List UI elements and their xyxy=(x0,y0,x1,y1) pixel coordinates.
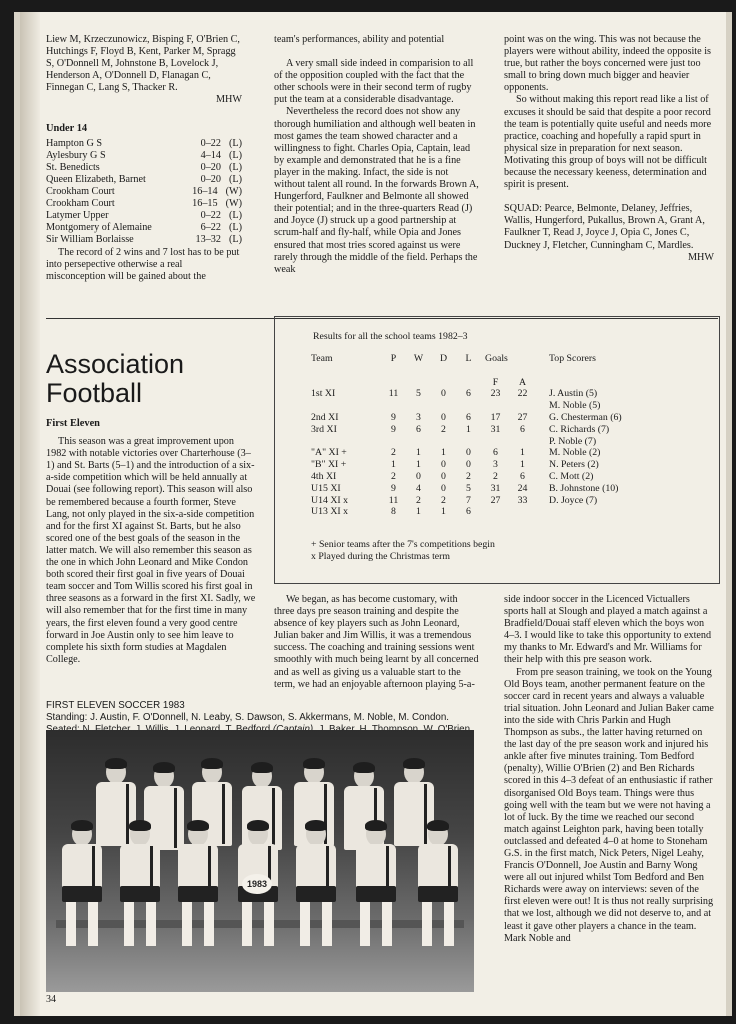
results-table xyxy=(311,353,622,518)
fixture-score: 13–32 (L) xyxy=(195,234,242,246)
cell-scorers: B. Johnstone (10) xyxy=(549,482,619,494)
header-d: D xyxy=(439,353,448,364)
cell-l: 0 xyxy=(466,447,471,459)
cell-f: 17 xyxy=(490,411,501,423)
fixture-row xyxy=(46,186,242,198)
cell-f: 31 xyxy=(490,482,501,494)
caption-title: FIRST ELEVEN SOCCER 1983 xyxy=(46,700,185,711)
cell-scorers: C. Richards (7) xyxy=(549,423,610,435)
note-senior: + Senior teams after the 7's competitions begin xyxy=(311,539,495,550)
header-w: W xyxy=(413,353,424,364)
cell-team: "B" XI + xyxy=(311,459,347,471)
fixture-row xyxy=(46,210,242,222)
cell-scorers: C. Mott (2) xyxy=(549,470,594,482)
cell-l: 5 xyxy=(466,482,471,494)
cell-l: 1 xyxy=(466,423,471,435)
cell-a xyxy=(510,436,535,448)
cell-d: 2 xyxy=(441,423,446,435)
cell-scorers: G. Chesterman (6) xyxy=(549,411,622,423)
header-against: A xyxy=(518,376,527,388)
cell-scorers: N. Peters (2) xyxy=(549,459,599,471)
page-spine xyxy=(20,12,40,1016)
cell-d: 0 xyxy=(441,411,446,423)
cell-p: 11 xyxy=(388,494,399,506)
cell-l: 6 xyxy=(466,411,471,423)
results-row xyxy=(311,447,622,459)
cell-f: 6 xyxy=(493,447,498,459)
cell-p: 9 xyxy=(391,411,396,423)
cell-p: 9 xyxy=(391,423,396,435)
cell-w: 4 xyxy=(416,482,421,494)
results-row xyxy=(311,424,622,436)
fixture-score: 0–22 (L) xyxy=(200,137,242,149)
header-scorers: Top Scorers xyxy=(549,353,596,364)
cell-d xyxy=(431,436,456,448)
results-subheader-row xyxy=(311,377,622,389)
squad-list: SQUAD: Pearce, Belmonte, Delaney, Jeffries, Wallis, Hungerford, Pukallus, Brown A, Grant A, Faulkner T, Read J, Joyce J, Opia C, Jones C, Duckney J, Fletcher, Cunningham C, Mardles. xyxy=(504,203,705,251)
cell-team: "A" XI + xyxy=(311,447,347,459)
fixture-row xyxy=(46,174,242,186)
cell-scorers xyxy=(535,506,622,518)
cell-team xyxy=(311,400,381,412)
cell-f xyxy=(481,506,510,518)
fixture-row xyxy=(46,150,242,162)
cell-a xyxy=(510,400,535,412)
cell-team: U14 XI x xyxy=(311,494,349,506)
cell-d: 2 xyxy=(441,494,446,506)
indoor-soccer-text: side indoor soccer in the Licenced Victuallers sports hall at Slough and played a match against a Bradfield/Douai staff eleven which the boys won 4–3. I would like to take this opportunity to extend my thanks to Mr. Edward's and Mr. Williams for their help with this pre season work. xyxy=(504,594,712,666)
results-spacer-row xyxy=(311,365,622,377)
results-table-box xyxy=(274,316,720,584)
fixture-score: 6–22 (L) xyxy=(200,222,242,234)
header-l: L xyxy=(465,353,472,364)
fixture-team: Sir William Borlaisse xyxy=(46,234,134,246)
section-title-line2: Football xyxy=(46,378,143,408)
cell-w xyxy=(406,400,431,412)
cell-a: 6 xyxy=(520,423,525,435)
cell-d: 0 xyxy=(441,482,446,494)
cell-w: 2 xyxy=(416,494,421,506)
cell-p: 9 xyxy=(391,482,396,494)
first-eleven-text: This season was a great improvement upon 1982 with notable victories over Charterhouse (3–1) and St. Barts (5–1) and the introduction of a six-a-side competition which will be held annually at Douai (see following report). This season will also be remembered because a fourth former, Steve Lang, not only played in the six-a-side competition and for the first XI against St. Barts, but he also scored one of the best goals of the season in the latter match. We will also remember this season as the one in which John Leonard and Mike Condon both scored their first goal in five years of Douai team soccer and Tom Willis scored his first goal in three seasons as a forward in the first XI. Sadly, we will also remember that for the first time in many years, the first eleven found a very good centre forward in Joe Austin only to see him leave to complete his sixth form studies at Magdalen College. xyxy=(46,436,256,665)
report-p5: So without making this report read like a list of excuses it should be said that despite a poor record the team is potentially quite useful and needs more practice, coaching and hopefully a rapid spurt in physical size in preparation for next season. Motivating this group of boys will not be difficult because the necessary keeness, determination and spirit is present. xyxy=(504,94,712,191)
team-photo xyxy=(46,730,474,992)
page-number: 34 xyxy=(46,994,56,1005)
header-for: F xyxy=(492,376,499,388)
fixture-score: 16–15 (W) xyxy=(192,198,242,210)
under14-heading: Under 14 xyxy=(46,122,88,134)
cell-d xyxy=(431,400,456,412)
cell-f xyxy=(481,436,510,448)
cell-p: 8 xyxy=(391,506,396,518)
cell-l: 0 xyxy=(466,459,471,471)
fixture-team: Latymer Upper xyxy=(46,210,109,222)
results-header-row xyxy=(311,353,622,365)
magazine-page xyxy=(14,12,732,1016)
cell-l xyxy=(456,400,481,412)
cell-p: 2 xyxy=(391,447,396,459)
report-p4: point was on the wing. This was not because the players were without ability, indeed the opposite is true, but rather the boys concerned were just too small to bring down much bigger and heavier opponents. xyxy=(504,34,712,94)
fixture-score: 0–22 (L) xyxy=(200,210,242,222)
cell-d: 1 xyxy=(441,447,446,459)
rugby-report-column-3 xyxy=(504,34,714,264)
cell-a: 22 xyxy=(517,388,528,400)
signature: MHW xyxy=(215,94,242,106)
cell-w: 6 xyxy=(416,423,421,435)
cell-a: 27 xyxy=(517,411,528,423)
cell-a: 1 xyxy=(520,459,525,471)
results-row xyxy=(311,412,622,424)
note-christmas: x Played during the Christmas term xyxy=(311,551,451,562)
fixture-list xyxy=(46,138,242,247)
results-row xyxy=(311,459,622,471)
cell-f: 2 xyxy=(493,470,498,482)
cell-w: 1 xyxy=(416,459,421,471)
header-goals: Goals xyxy=(485,353,508,364)
header-p: P xyxy=(390,353,397,364)
team-names: Liew M, Krzeczunowicz, Bisping F, O'Brien C, Hutchings F, Floyd B, Kent, Parker M, Spragg S, O'Donnell M, Johnstone B, Lovelock J, Henderson A, O'Donnell D, Flanagan C, Finnegan C, Lang S, Thacker R. xyxy=(46,34,240,94)
fixture-team: Queen Elizabeth, Barnet xyxy=(46,173,146,185)
signature: MHW xyxy=(687,251,714,263)
fixture-team: St. Benedicts xyxy=(46,161,100,173)
ball-label: 1983 xyxy=(242,874,272,894)
cell-team: 1st XI xyxy=(311,388,336,400)
fixture-team: Crookham Court xyxy=(46,186,115,198)
cell-l: 6 xyxy=(466,506,471,518)
football-report-column-3 xyxy=(504,594,714,945)
cell-l: 2 xyxy=(466,470,471,482)
cell-w: 5 xyxy=(416,388,421,400)
report-p2: A very small side indeed in comparision to all of the opposition coupled with the fact that the other schools were in their second term of rugby put the team at a considerable disadvantage. xyxy=(274,58,474,106)
cell-w: 3 xyxy=(416,411,421,423)
fixture-row xyxy=(46,162,242,174)
cell-l: 6 xyxy=(466,388,471,400)
fixture-team: Aylesbury G S xyxy=(46,149,106,161)
cell-a: 6 xyxy=(520,470,525,482)
report-p3: Nevertheless the record does not show any thorough humiliation and although well beaten in most games the team showed character and a willingness to fight. Charles Opia, Captain, lead by example and demonstrated that he is a fine player in the making. Infact, the side is not without talent all round. In the forwards Brown A, Hungerford, Faulkner and Belmonte all showed their potential; and in the three-quarters Read (J) and Joyce (J) struck up a good partnership at scrum-half and fly-half, while Opia and Jones ensured that most tries scored against us were rarely through the middle of the field. Perhaps the weak xyxy=(274,106,479,275)
fixture-row xyxy=(46,138,242,150)
fixture-score: 16–14 (W) xyxy=(192,186,242,198)
caption-standing: Standing: J. Austin, F. O'Donnell, N. Leaby, S. Dawson, S. Akkermans, M. Noble, M. Condon. xyxy=(46,712,450,723)
cell-f: 3 xyxy=(493,459,498,471)
cell-l xyxy=(456,436,481,448)
fixture-team: Crookham Court xyxy=(46,198,115,210)
fixture-score: 4–14 (L) xyxy=(200,149,242,161)
results-row xyxy=(311,471,622,483)
results-row xyxy=(311,495,622,507)
football-report-column-2 xyxy=(274,594,480,691)
rugby-under14-column xyxy=(46,34,242,283)
cell-d: 1 xyxy=(441,506,446,518)
fixture-row xyxy=(46,222,242,234)
cell-f: 23 xyxy=(490,388,501,400)
cell-p xyxy=(381,436,406,448)
cell-l: 7 xyxy=(466,494,471,506)
cell-a: 33 xyxy=(517,494,528,506)
cell-f xyxy=(481,400,510,412)
section-title-line1: Association xyxy=(46,349,185,379)
cell-team: U13 XI x xyxy=(311,506,349,518)
first-eleven-heading: First Eleven xyxy=(46,418,100,429)
record-text: The record of 2 wins and 7 lost has to be put into persepective otherwise a real misconception will be gained about the xyxy=(46,246,240,282)
fixture-row xyxy=(46,234,242,246)
cell-w: 1 xyxy=(416,506,421,518)
first-eleven-column xyxy=(46,418,256,666)
fixture-score: 0–20 (L) xyxy=(200,173,242,185)
fixture-score: 0–20 (L) xyxy=(200,161,242,173)
fixture-team: Hampton G S xyxy=(46,137,103,149)
cell-a xyxy=(510,506,535,518)
cell-team: 4th XI xyxy=(311,470,337,482)
old-boys-text: From pre season training, we took on the Young Old Boys team, another permanent feature on the soccer card in recent years and always a valuable trial situation. John Leonard and Julian Baker came into the side with Chris Parkin and Hugh Thompson as subs., the latter having returned on the last day of the pre season work and injured his ankle after five minutes training. Tom Bedford (penalty), Willie O'Brien (2) and Ben Richards scored in this 4–3 defeat of an enthusiastic if rather disorganised Old Boys team. Things were thus going well with the team but we were not having a lot of luck. By the time we reached our second match against Leighton park, having been totally outclassed and defeated 4–0 at home to Stoneham G.S. in the first match, Nick Peters, Nigel Leahy, Francis O'Donnell, Joe Austin and Barny Wong were all out injured whilst Tom Bedford and Ben Richards were away on interviews: seven of the first eleven were out! It is thus not really surprising that we lost, although we did not deserve to, and at least it gave other players a chance in the team. Mark Noble and xyxy=(504,666,714,944)
cell-p: 2 xyxy=(391,470,396,482)
cell-scorers: J. Austin (5) xyxy=(549,388,598,400)
results-row xyxy=(311,483,622,495)
cell-w: 1 xyxy=(416,447,421,459)
cell-w xyxy=(406,436,431,448)
bench xyxy=(56,920,464,928)
results-title: Results for all the school teams 1982–3 xyxy=(313,331,468,342)
section-title xyxy=(46,350,256,408)
fixture-team: Montgomery of Alemaine xyxy=(46,222,152,234)
cell-team: U15 XI xyxy=(311,482,341,494)
cell-d: 0 xyxy=(441,459,446,471)
cell-team: 2nd XI xyxy=(311,411,339,423)
page-edge xyxy=(726,12,732,1016)
fixture-row xyxy=(46,198,242,210)
results-row xyxy=(311,436,622,448)
cell-d: 0 xyxy=(441,470,446,482)
cell-p: 11 xyxy=(388,388,399,400)
cell-team xyxy=(311,436,381,448)
header-team: Team xyxy=(311,353,333,364)
cell-f: 27 xyxy=(490,494,501,506)
cell-team: 3rd XI xyxy=(311,423,337,435)
results-row xyxy=(311,506,622,518)
results-notes xyxy=(311,539,495,563)
cell-p: 1 xyxy=(391,459,396,471)
cell-w: 0 xyxy=(416,470,421,482)
cell-a: 1 xyxy=(520,447,525,459)
cell-scorers: M. Noble (2) xyxy=(549,447,601,459)
rugby-report-column-2 xyxy=(274,34,480,276)
cell-scorers: M. Noble (5) xyxy=(549,400,601,412)
cell-d: 0 xyxy=(441,388,446,400)
results-row xyxy=(311,388,622,400)
preseason-text: We began, as has become customary, with three days pre season training and despite the absence of key players such as John Leonard, Julian baker and Jim Willis, it was a tremendous success. The coaching and training sessions went smoothly with much being learnt by all concerned and as well as giving us a valuable start to the term, we had an enjoyable afternoon playing 5-a- xyxy=(274,594,479,690)
results-row xyxy=(311,400,622,412)
cell-p xyxy=(381,400,406,412)
cell-a: 24 xyxy=(517,482,528,494)
cell-scorers: P. Noble (7) xyxy=(549,435,597,447)
cell-f: 31 xyxy=(490,423,501,435)
report-p1: team's performances, ability and potential xyxy=(274,34,445,45)
cell-scorers: D. Joyce (7) xyxy=(549,494,598,506)
